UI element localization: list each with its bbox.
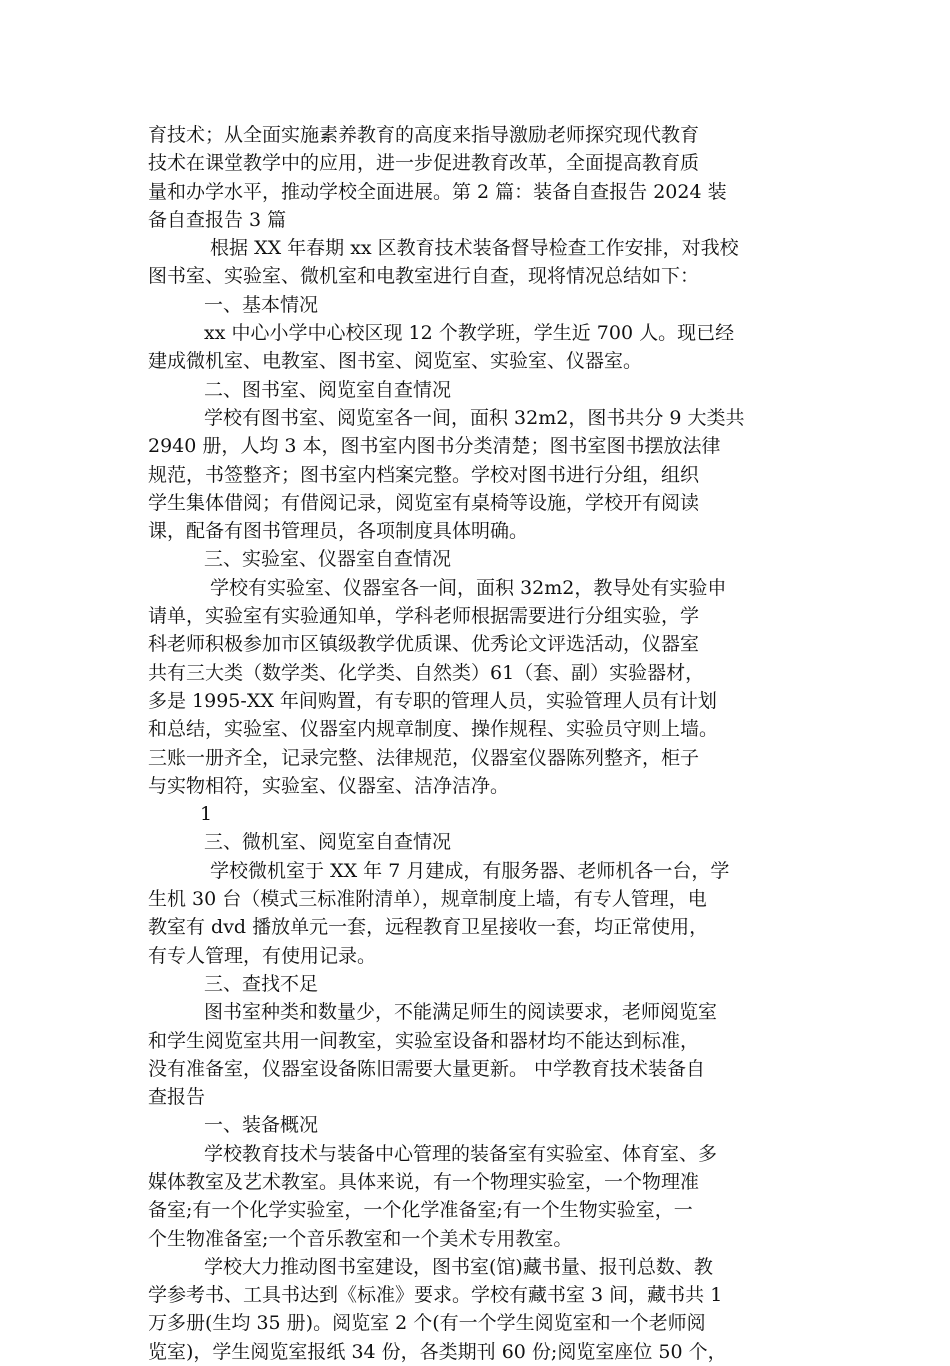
text-line: 教室有 dvd 播放单元一套，远程教育卫星接收一套，均正常使用， xyxy=(148,916,709,939)
text-line: 生机 30 台（模式三标准附清单），规章制度上墙，有专人管理，电 xyxy=(148,888,707,911)
text-line: 学生集体借阅；有借阅记录，阅览室有桌椅等设施，学校开有阅读 xyxy=(148,491,700,514)
text-line: 学校有实验室、仪器室各一间，面积 32m2，教导处有实验申 xyxy=(204,576,727,599)
text-line: 学校有图书室、阅览室各一间，面积 32m2，图书共分 9 大类共 xyxy=(204,406,745,429)
text-line: xx 中心小学中心校区现 12 个教学班，学生近 700 人。现已经 xyxy=(204,322,735,345)
text-line: 三、查找不足 xyxy=(204,972,319,995)
text-line: 建成微机室、电教室、图书室、阅览室、实验室、仪器室。 xyxy=(148,350,643,373)
document-body xyxy=(148,121,808,1366)
text-line: 2940 册，人均 3 本，图书室内图书分类清楚；图书室图书摆放法律 xyxy=(148,435,721,458)
text-line: 量和办学水平，推动学校全面进展。第 2 篇：装备自查报告 2024 装 xyxy=(148,180,727,203)
text-line: 技术在课堂教学中的应用，进一步促进教育改革，全面提高教育质 xyxy=(148,152,700,175)
text-line: 一、装备概况 xyxy=(204,1114,319,1137)
text-line: 根据 XX 年春期 xx 区教育技术装备督导检查工作安排，对我校 xyxy=(204,237,739,260)
text-line: 三、实验室、仪器室自查情况 xyxy=(204,548,452,571)
text-line: 学校教育技术与装备中心管理的装备室有实验室、体育室、多 xyxy=(204,1142,718,1165)
text-line: 请单，实验室有实验通知单，学科老师根据需要进行分组实验，学 xyxy=(148,605,700,628)
text-line: 个生物准备室;一个音乐教室和一个美术专用教室。 xyxy=(148,1227,573,1250)
text-line: 学校大力推动图书室建设，图书室(馆)藏书量、报刊总数、教 xyxy=(204,1255,713,1278)
text-line: 育技术；从全面实施素养教育的高度来指导激励老师探究现代教育 xyxy=(148,124,700,146)
text-line: 学校微机室于 XX 年 7 月建成，有服务器、老师机各一台，学 xyxy=(204,859,730,882)
page-number: 1 xyxy=(200,803,213,826)
text-line: 规范，书签整齐；图书室内档案完整。学校对图书进行分组，组织 xyxy=(148,463,700,486)
text-line: 三账一册齐全，记录完整、法律规范，仪器室仪器陈列整齐，柜子 xyxy=(148,746,700,769)
text-line: 备室;有一个化学实验室，一个化学准备室;有一个生物实验室，一 xyxy=(148,1199,693,1222)
text-line: 一、基本情况 xyxy=(204,293,319,316)
text-line: 媒体教室及艺术教室。具体来说，有一个物理实验室，一个物理准 xyxy=(148,1170,700,1193)
text-line: 三、微机室、阅览室自查情况 xyxy=(204,831,452,854)
text-line: 和总结，实验室、仪器室内规章制度、操作规程、实验员守则上墙。 xyxy=(148,718,719,741)
text-line: 有专人管理，有使用记录。 xyxy=(148,944,377,967)
text-line: 万多册(生均 35 册)。阅览室 2 个(有一个学生阅览室和一个老师阅 xyxy=(148,1312,706,1335)
text-line: 备自查报告 3 篇 xyxy=(148,208,287,231)
text-line: 图书室种类和数量少，不能满足师生的阅读要求，老师阅览室 xyxy=(204,1001,718,1024)
text-line: 二、图书室、阅览室自查情况 xyxy=(204,378,452,401)
text-line: 共有三大类（数学类、化学类、自然类）61（套、副）实验器材， xyxy=(148,661,705,684)
text-line: 查报告 xyxy=(148,1086,206,1109)
text-line: 没有准备室，仪器室设备陈旧需要大量更新。 中学教育技术装备自 xyxy=(148,1057,706,1080)
text-line: 览室)，学生阅览室报纸 34 份，各类期刊 60 份;阅览室座位 50 个， xyxy=(148,1340,727,1363)
text-line: 和学生阅览室共用一间教室，实验室设备和器材均不能达到标准， xyxy=(148,1029,700,1052)
text-line: 多是 1995-XX 年间购置，有专职的管理人员，实验管理人员有计划 xyxy=(148,689,717,712)
text-line: 科老师积极参加市区镇级教学优质课、优秀论文评选活动，仪器室 xyxy=(148,633,700,656)
text-line: 图书室、实验室、微机室和电教室进行自查，现将情况总结如下： xyxy=(148,265,700,288)
text-line: 与实物相符，实验室、仪器室、洁净洁净。 xyxy=(148,774,510,797)
text-line: 课，配备有图书管理员，各项制度具体明确。 xyxy=(148,520,529,543)
text-line: 学参考书、工具书达到《标准》要求。学校有藏书室 3 间，藏书共 1 xyxy=(148,1284,723,1307)
